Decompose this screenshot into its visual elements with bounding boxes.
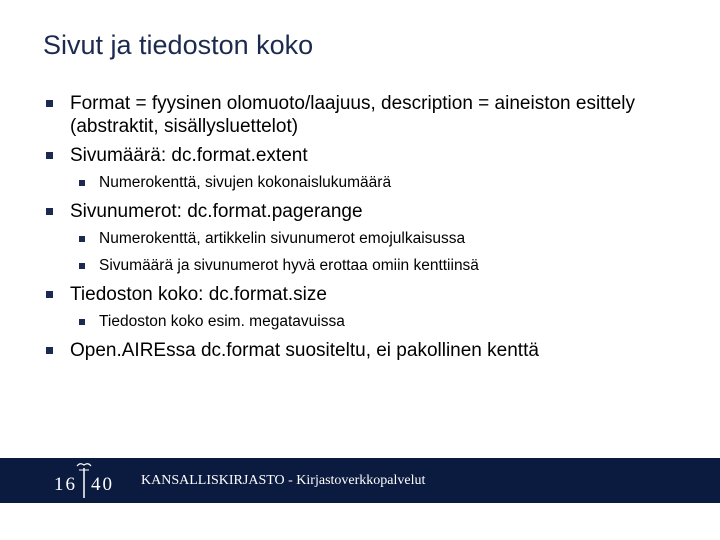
bullet-text: Sivumäärä: dc.format.extent	[70, 145, 308, 166]
bullet-item	[42, 144, 682, 167]
bullet-list	[42, 92, 682, 368]
sub-bullet-text: Sivumäärä ja sivunumerot hyvä erottaa omiin kenttiinsä	[99, 257, 479, 274]
bullet-text: Tiedoston koko: dc.format.size	[70, 284, 327, 305]
sub-bullet-text: Numerokenttä, artikkelin sivunumerot emojulkaisussa	[99, 230, 466, 247]
square-bullet-icon	[46, 347, 53, 354]
square-bullet-icon	[46, 291, 53, 298]
bullet-text: Open.AIREssa dc.format suositeltu, ei pakollinen kenttä	[70, 340, 539, 361]
bullet-text: Sivunumerot: dc.format.pagerange	[70, 201, 363, 222]
logo-text: 16 40	[54, 474, 114, 495]
slide-title: Sivut ja tiedoston koko	[43, 30, 314, 60]
square-bullet-icon	[79, 236, 85, 242]
sub-bullet-item	[42, 256, 682, 276]
bullet-item	[42, 283, 682, 306]
sub-bullet-item	[42, 312, 682, 332]
sub-bullet-text: Tiedoston koko esim. megatavuissa	[99, 313, 345, 330]
kansalliskirjasto-logo-icon	[44, 462, 124, 500]
square-bullet-icon	[46, 152, 53, 159]
square-bullet-icon	[46, 208, 53, 215]
square-bullet-icon	[79, 263, 85, 269]
bullet-text: Format = fyysinen olomuoto/laajuus, description = aineiston esittely (abstraktit, sisällysluettelot)	[70, 93, 636, 137]
bullet-item	[42, 339, 682, 362]
square-bullet-icon	[79, 319, 85, 325]
bullet-item	[42, 200, 682, 223]
footer-bar	[0, 458, 720, 503]
sub-bullet-text: Numerokenttä, sivujen kokonaislukumäärä	[99, 174, 392, 191]
sub-bullet-item	[42, 173, 682, 193]
sub-bullet-item	[42, 229, 682, 249]
square-bullet-icon	[46, 100, 53, 107]
footer-org-text: KANSALLISKIRJASTO - Kirjastoverkkopalvelut	[141, 473, 426, 488]
bullet-item	[42, 92, 682, 138]
square-bullet-icon	[79, 180, 85, 186]
